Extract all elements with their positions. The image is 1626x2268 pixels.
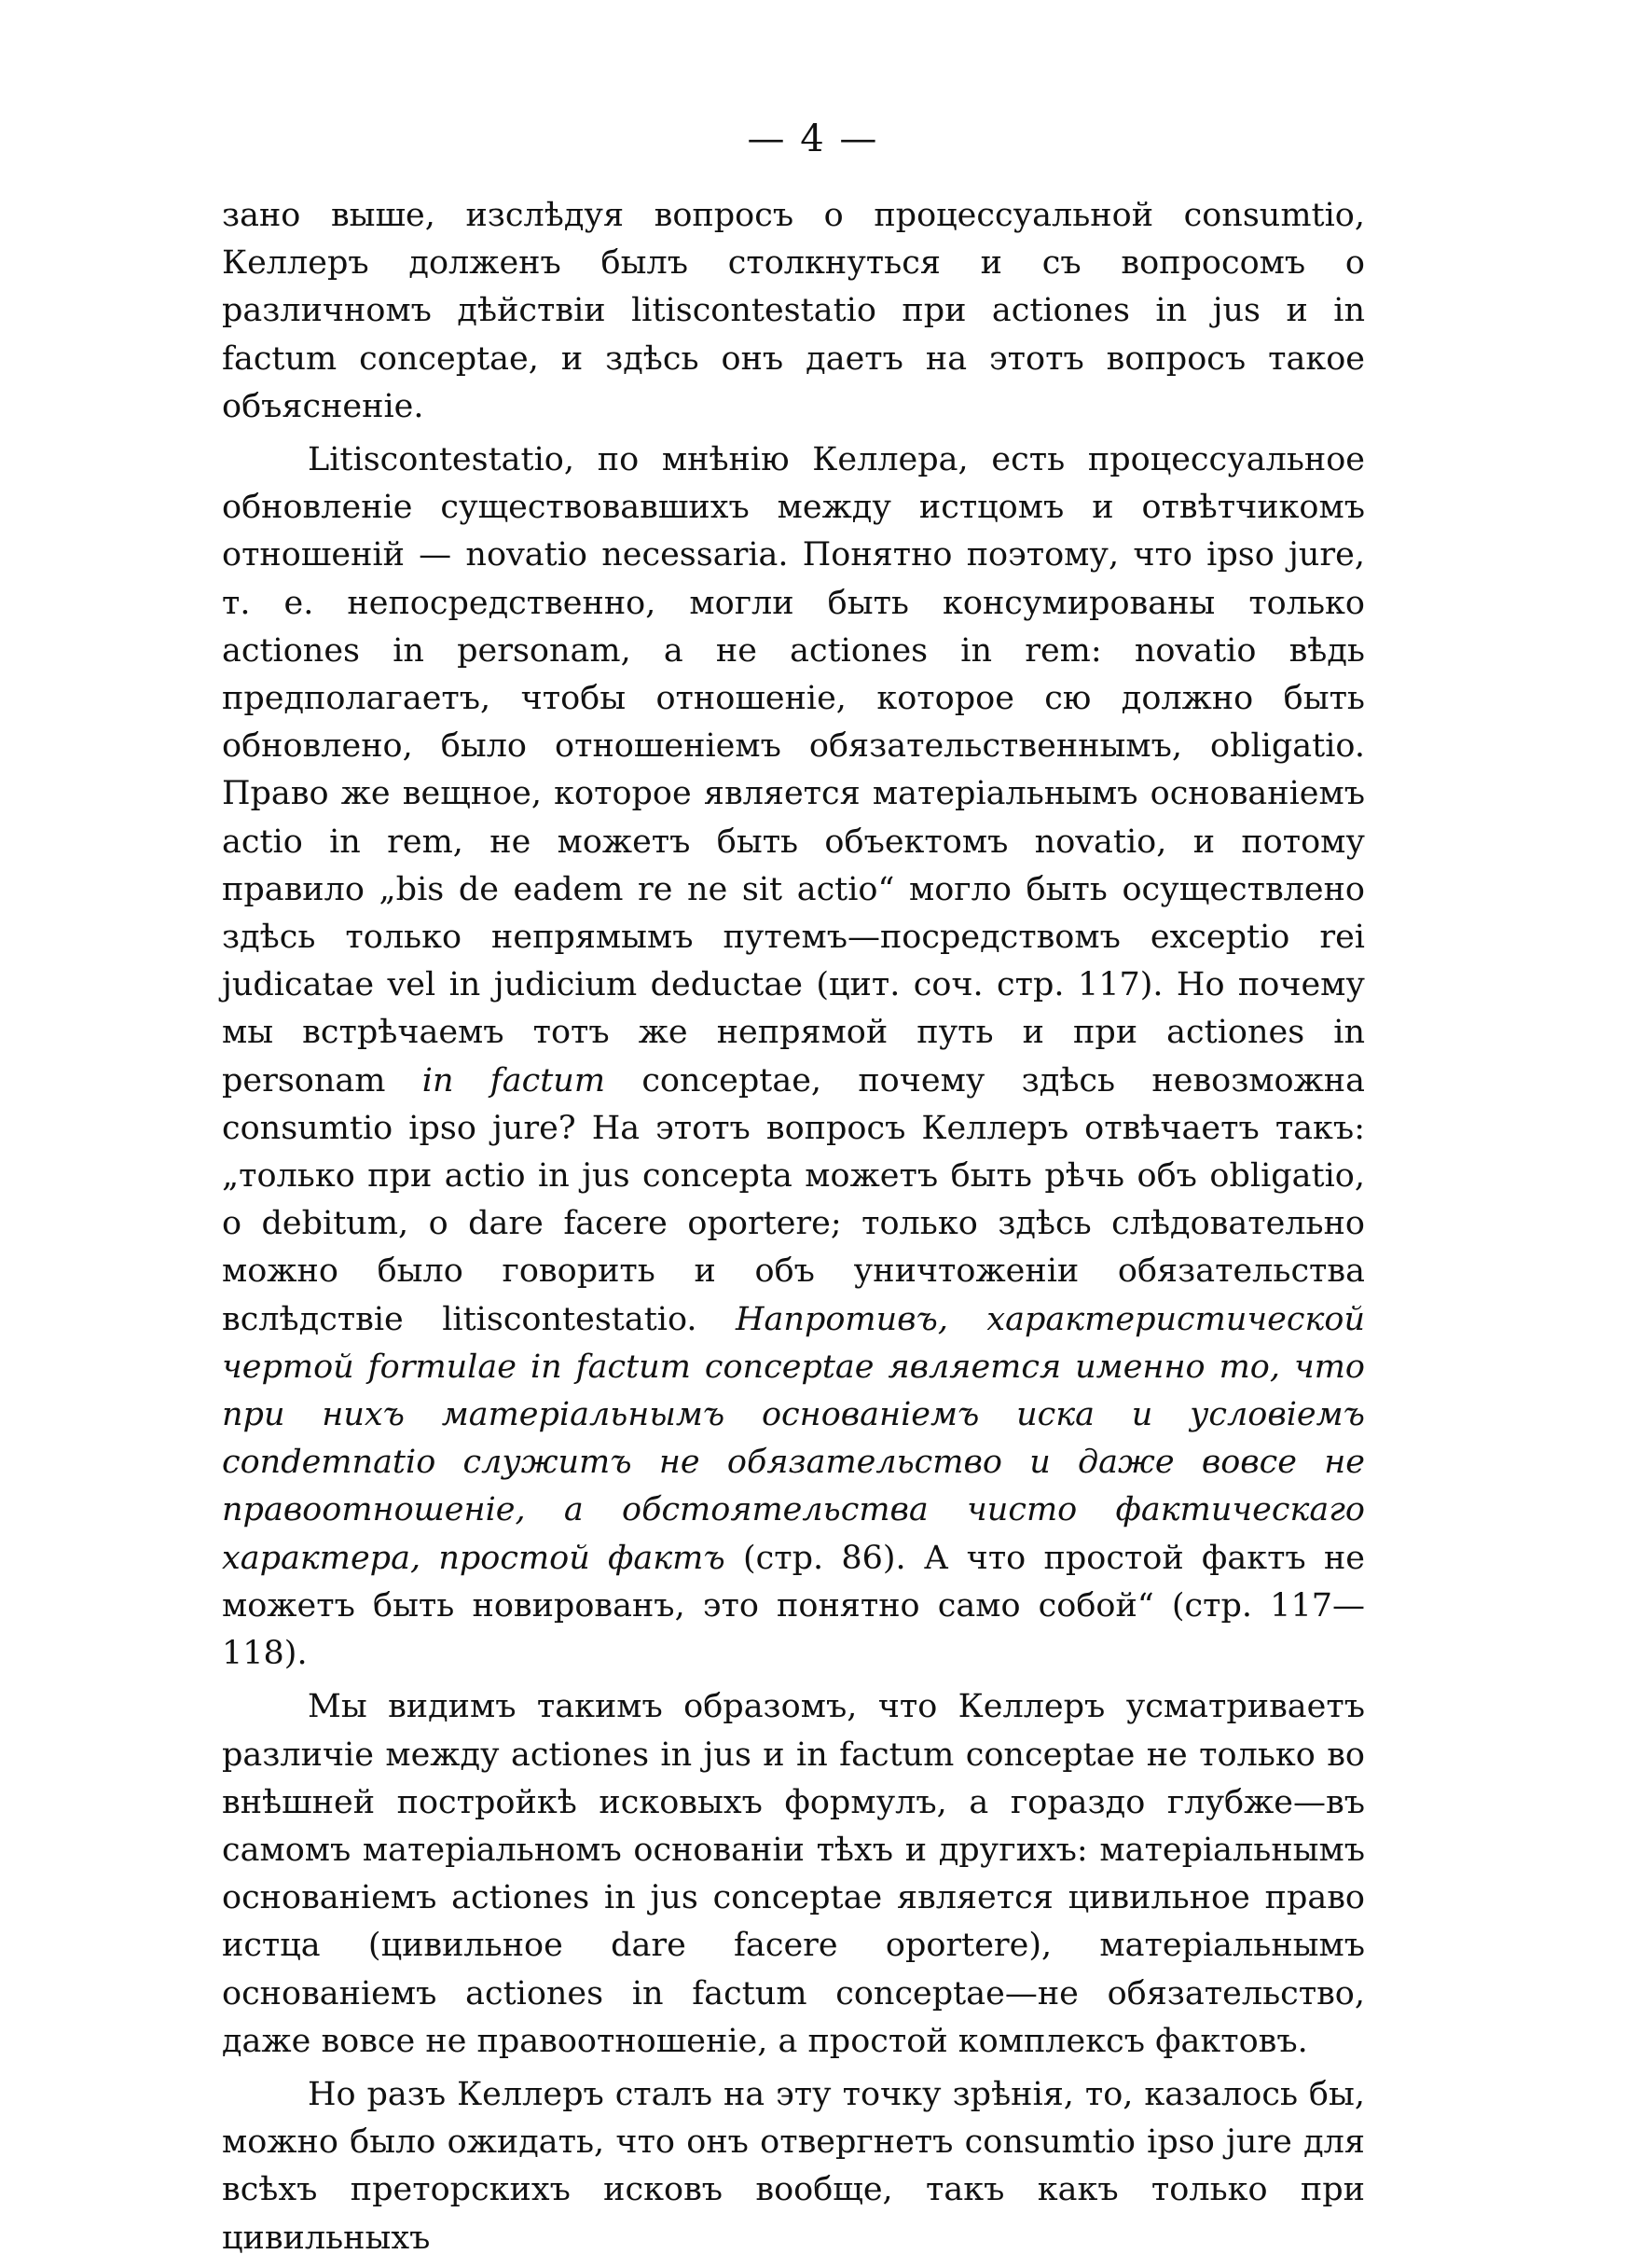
paragraph-text: Litiscontestatio, по мнѣнію Келлера, есть процессуальное обновленіе существовавшихъ между истцомъ и отвѣтчикомъ отношеній — novatio necessaria. Понятно поэтому, что ipso jure, т. е. непосредственно, могли быть консумированы только actiones in personam, а не actiones in rem: novatio вѣдь предполагаетъ, чтобы отношеніе, которое сю должно быть обновлено, было отношеніемъ обязательственнымъ, obligatio. Право же вещное, которое является матеріальнымъ основаніемъ actio in rem, не можетъ быть объектомъ novatio, и потому правило „bis de eadem re ne sit actio“ могло быть осуществлено здѣсь только непрямымъ путемъ—посредствомъ exceptio rei judicatae vel in judicium deductae (цит. соч. стр. 117). Но почему мы встрѣчаемъ тотъ же непрямой путь и при actiones in personam [222, 441, 1365, 1099]
paragraph-continuation: зано выше, изслѣдуя вопросъ о процессуальной consumtio, Келлеръ долженъ былъ столкнуться и съ вопросомъ о различномъ дѣйствіи litiscontestatio при actiones in jus и in factum conceptae, и здѣсь онъ даетъ на этотъ вопросъ такое объясненіе. [222, 197, 1365, 425]
paragraph-distinction: Мы видимъ такимъ образомъ, что Келлеръ усматриваетъ различіе между actiones in jus и in factum conceptae не только во внѣшней постройкѣ исковыхъ формулъ, а гораздо глубже—въ самомъ матеріальномъ основаніи тѣхъ и другихъ: матеріальнымъ основаніемъ actiones in jus conceptae является цивильное право истца (цивильное dare facere oportere), матеріальнымъ основаніемъ actiones in factum conceptae—не обязательство, даже вовсе не правоотношеніе, а простой комплексъ фактовъ. [222, 1688, 1365, 2060]
page-number: — 4 — [747, 118, 879, 160]
italic-quotation: Напротивъ, характеристической чертой formulae in factum conceptae является именно то, что при нихъ матеріальнымъ основаніемъ иска и условіемъ condemnatio служитъ не обязательство и даже вовсе не правоотношеніе, а обстоятельства чисто фактическаго характера, простой фактъ [222, 1300, 1365, 1577]
italic-phrase: in factum [421, 1061, 606, 1099]
page-body [222, 192, 1365, 2268]
paragraph-keller-novatio [222, 436, 1365, 1678]
paragraph-text: (стр. 86). А что простой фактъ не можетъ быть новированъ, это понятно само собой“ (стр. 117—118). [222, 1539, 1365, 1673]
paragraph-text: conceptae, почему здѣсь невозможна consumtio ipso jure? На этотъ вопросъ Келлеръ отвѣчаетъ такъ: „только при actio in jus concepta можетъ быть рѣчь объ obligatio, о debitum, о dare facere oportere; только здѣсь слѣдовательно можно было говорить и объ уничтоженіи обязательства вслѣдствіе litiscontestatio. [222, 1061, 1365, 1338]
paragraph-consumtio: Но разъ Келлеръ сталъ на эту точку зрѣнія, то, казалось бы, можно было ожидать, что онъ отвергнетъ consumtio ipso jure для всѣхъ преторскихъ исковъ вообще, такъ какъ только при цивильныхъ [222, 2075, 1365, 2257]
